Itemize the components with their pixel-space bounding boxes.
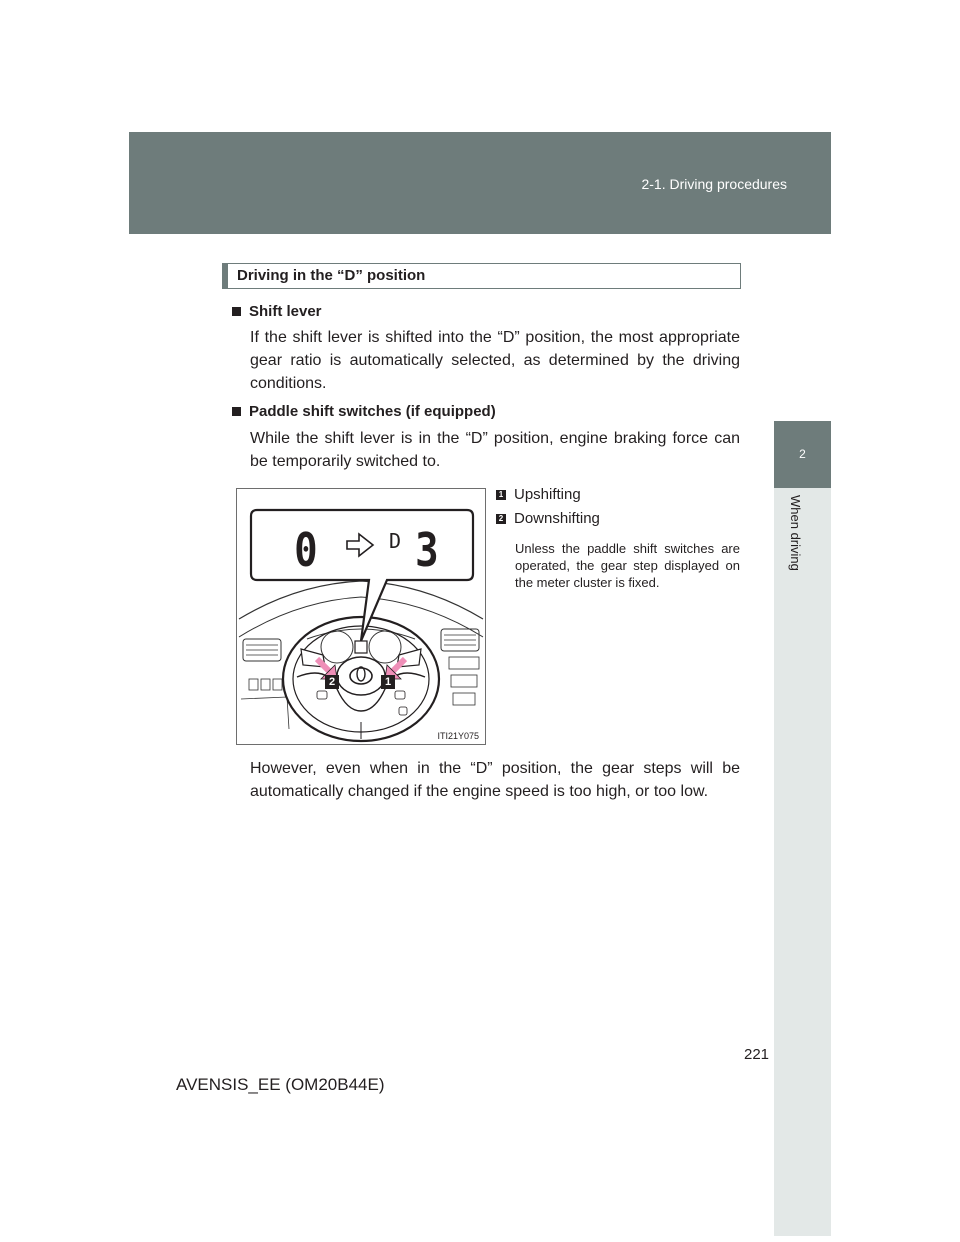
display-gear-right: 3: [415, 523, 439, 577]
section-accent-bar: [223, 264, 228, 288]
paddle-heading-text: Paddle shift switches (if equipped): [249, 403, 496, 420]
illustration-svg: [237, 489, 485, 744]
bullet-square-icon: [232, 407, 241, 416]
legend-number-2: 2: [496, 514, 506, 524]
figure-code: ITI21Y075: [437, 731, 479, 741]
steering-wheel-illustration: [236, 488, 486, 745]
callout-2-label: 2: [328, 676, 336, 688]
legend-label-downshifting: Downshifting: [514, 510, 600, 527]
chapter-side-band: [774, 488, 831, 1236]
page-number: 221: [744, 1046, 770, 1063]
display-mode-indicator: D: [389, 529, 402, 553]
chapter-tab: [774, 421, 831, 488]
section-breadcrumb: 2-1. Driving procedures: [641, 176, 787, 192]
shift-lever-heading-text: Shift lever: [249, 303, 322, 320]
section-header: [222, 263, 741, 289]
chapter-number: 2: [799, 447, 806, 461]
bullet-square-icon: [232, 307, 241, 316]
paddle-paragraph: While the shift lever is in the “D” position, engine braking force can be temporarily switched to.: [250, 430, 740, 470]
legend-item-downshifting: [496, 510, 600, 527]
display-gear-left: 0: [294, 523, 318, 577]
legend-number-1: 1: [496, 490, 506, 500]
shift-lever-heading: [232, 303, 322, 320]
however-paragraph: However, even when in the “D” position, the gear steps will be automatically changed if the engine speed is too high, or too low.: [250, 760, 740, 800]
manual-footer: AVENSIS_EE (OM20B44E): [176, 1075, 385, 1094]
chapter-label: When driving: [788, 495, 803, 571]
display-note: Unless the paddle shift switches are operated, the gear step displayed on the meter cluster is fixed.: [515, 541, 740, 590]
page-header-band: [129, 132, 831, 234]
section-title: Driving in the “D” position: [237, 267, 426, 284]
legend-item-upshifting: [496, 486, 581, 503]
callout-1-label: 1: [384, 676, 392, 688]
shift-lever-paragraph: If the shift lever is shifted into the “D” position, the most appropriate gear ratio is automatically selected, as determined by the driving conditions.: [250, 329, 740, 392]
legend-label-upshifting: Upshifting: [514, 486, 581, 503]
paddle-heading: [232, 403, 496, 420]
